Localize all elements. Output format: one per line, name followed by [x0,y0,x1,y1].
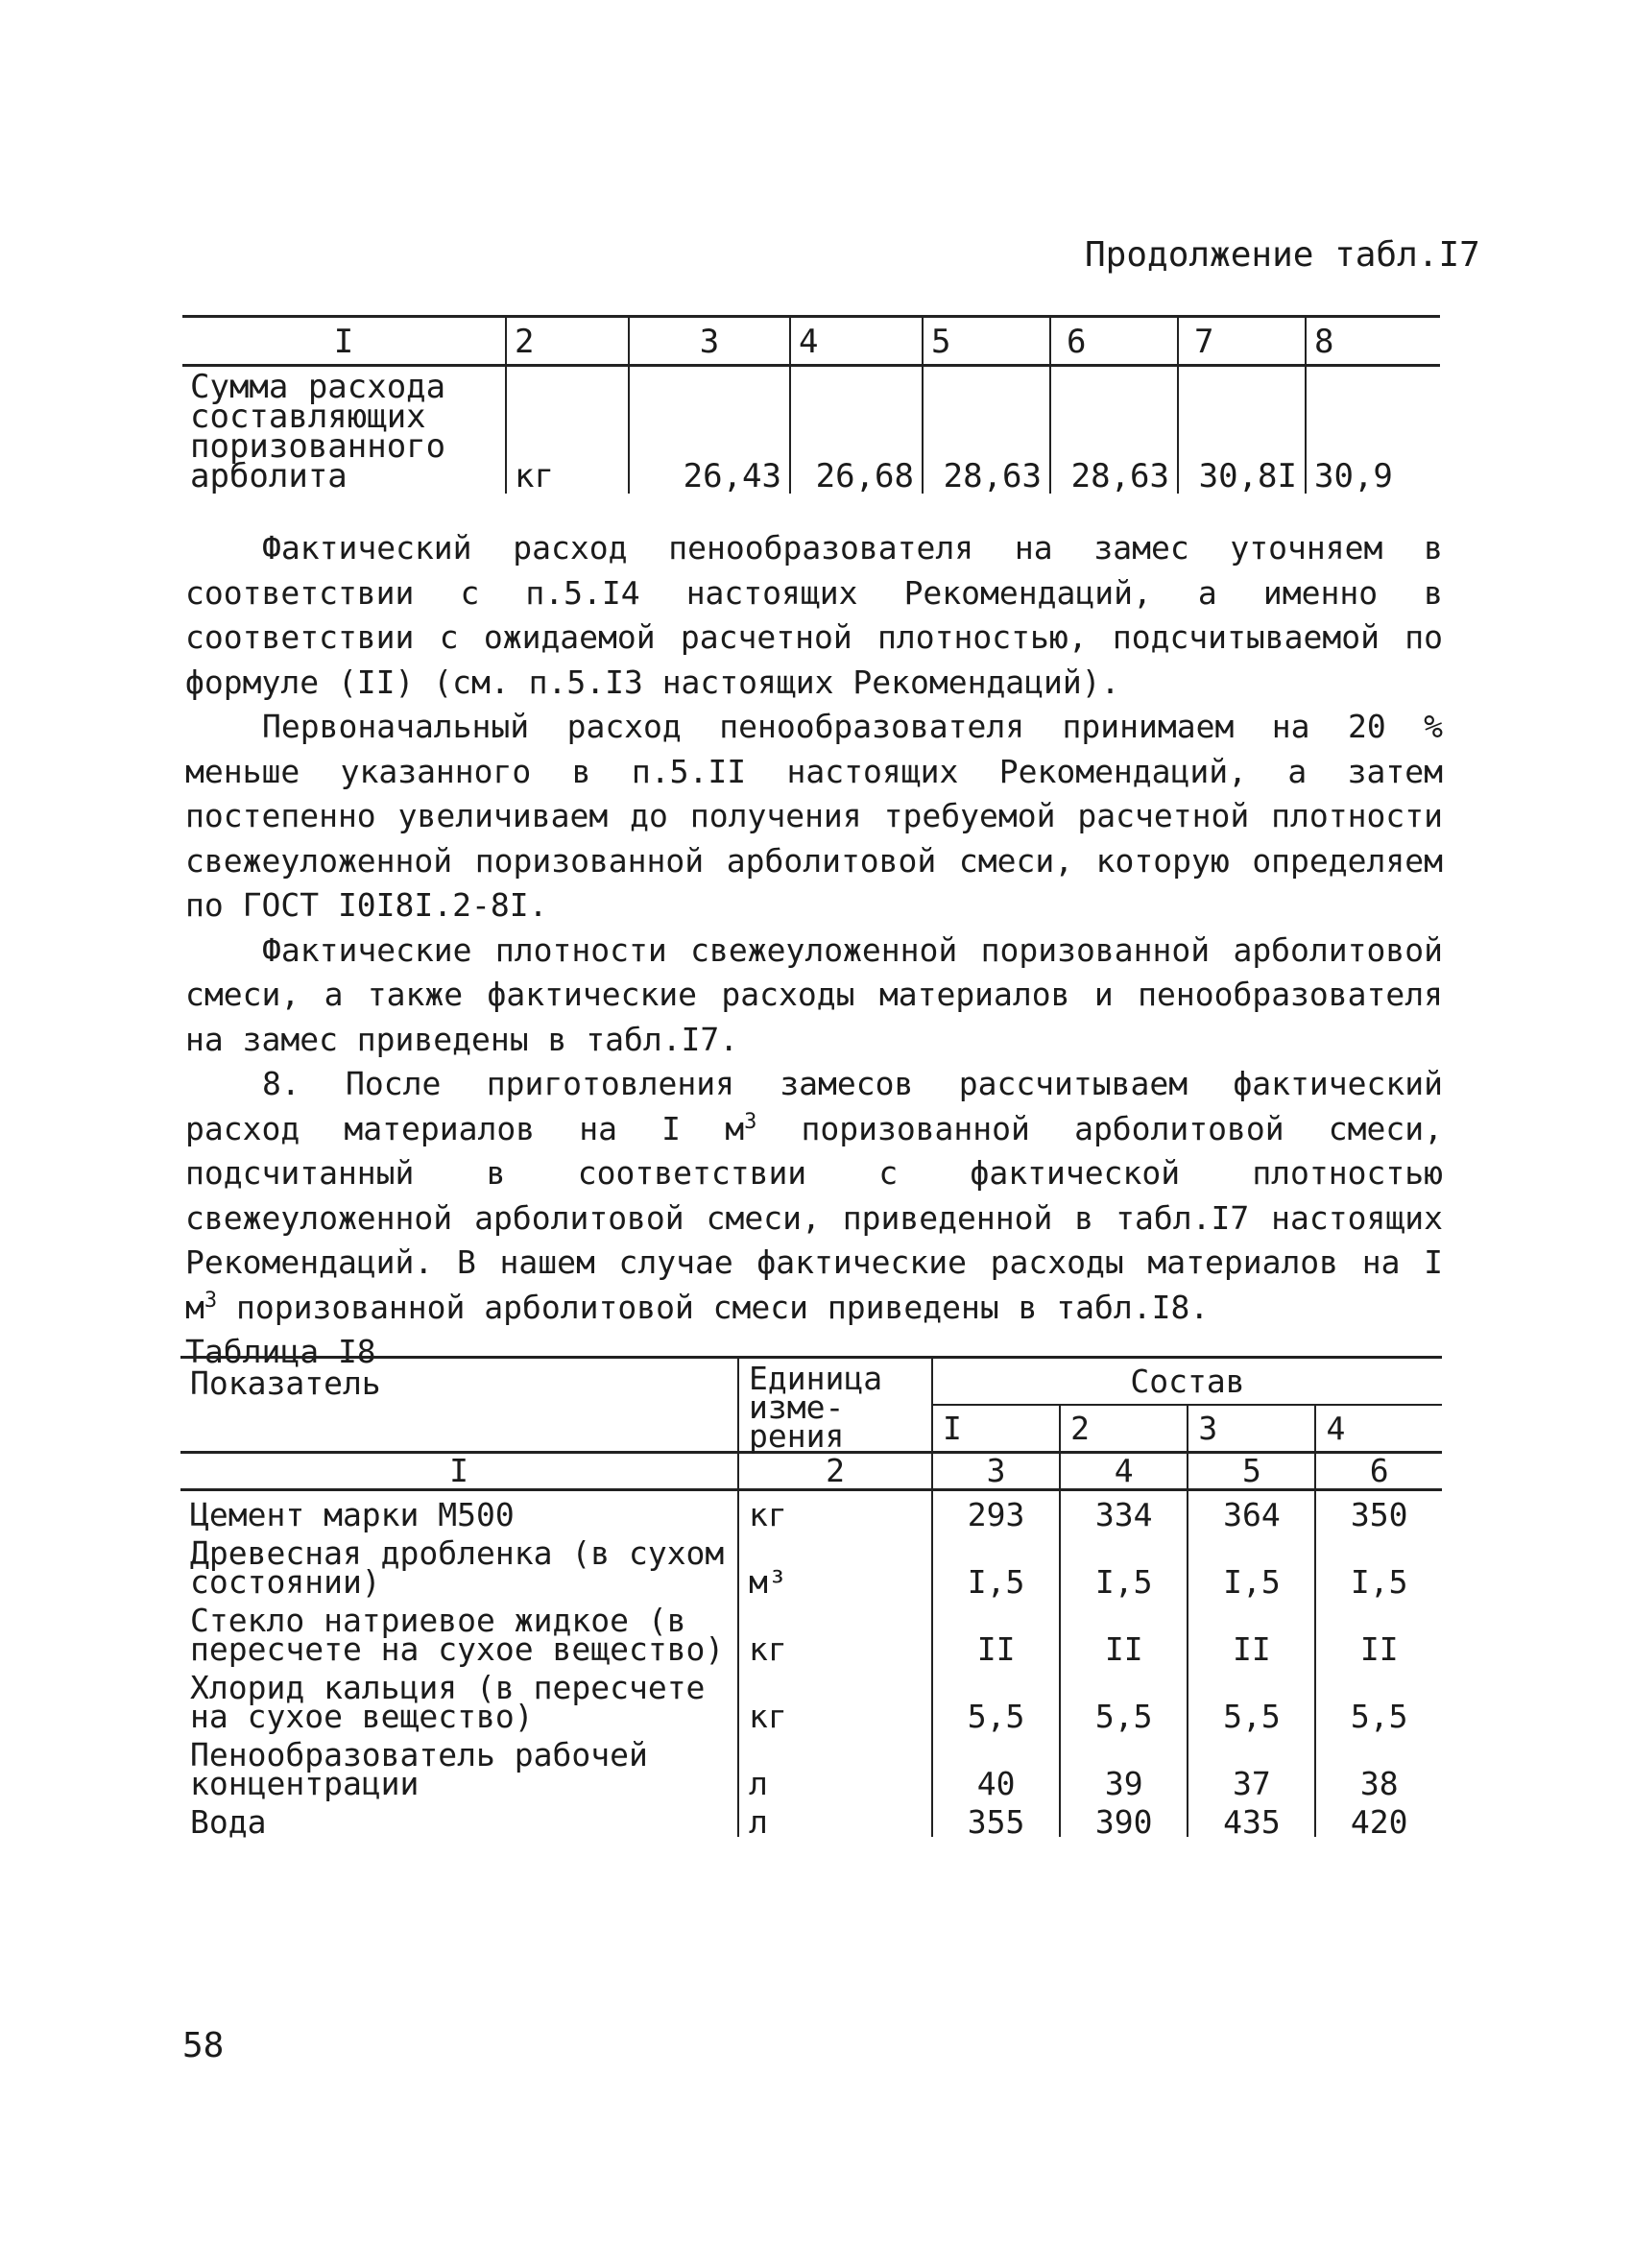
t18-row-name: Древесная дробленка (в сухом состоянии) [190,1534,725,1601]
t17-value-7: 30,8I [1178,366,1306,495]
t18-header-unit: Единица изме- рения [738,1358,932,1453]
paragraph-8 [185,1062,1443,1330]
t18-composition-1: I [932,1405,1060,1453]
page-number: 58 [182,2026,225,2065]
continuation-title: Продолжение табл.I7 [1085,235,1480,275]
superscript: 3 [204,1288,218,1313]
t18-cell: 5,5 [1315,1664,1442,1731]
t17-value-5: 28,63 [923,366,1050,495]
t18-header-composition: Состав [932,1358,1442,1406]
t18-row-name: Вода [190,1803,267,1841]
t18-colnum-6: 6 [1315,1453,1442,1490]
paragraph-8-part-3: поризованной арболитовой смеси приведены в табл.I8. [217,1288,1210,1326]
table-row [182,366,1440,495]
paragraph-8-part-1: 8. После приготовления замесов рассчитываем фактический расход материалов на I м [185,1065,1443,1147]
table-row [180,1798,1442,1837]
t18-cell: I,5 [1060,1530,1188,1597]
t18-colnum-4: 4 [1060,1453,1188,1490]
t18-composition-3: 3 [1188,1405,1315,1453]
table-row [180,1530,1442,1597]
t18-cell: I,5 [932,1530,1060,1597]
t18-cell: 5,5 [1060,1664,1188,1731]
paragraph: Фактические плотности свежеуложенной поризованной арболитовой смеси, а также фактические расходы материалов и пенообразователя на замес приведены в табл.I7. [185,930,1443,1058]
table-17-continuation [182,315,1440,494]
t17-col-3: 3 [629,317,790,366]
t18-colnum-5: 5 [1188,1453,1315,1490]
t17-unit: кг [506,366,629,495]
t18-cell: 355 [932,1798,1060,1837]
body-text [185,526,1443,1375]
t18-row-unit: м³ [738,1530,932,1597]
paragraph-8-part-2: поризованной арболитовой смеси, подсчитанный в соответствии с фактической плотностью свежеуложенной арболитовой смеси, приведенной в табл.I7 настоящих Рекомендаций. В нашем случае фактические расходы материалов на I м [185,1109,1444,1326]
paragraph: Первоначальный расход пенообразователя принимаем на 20 % меньше указанного в п.5.II настоящих Рекомендаций, а затем постепенно увеличиваем до получения требуемой расчетной плотности свежеуложенной поризованной арболитовой смеси, которую определяем по ГОСТ I0I8I.2-8I. [185,708,1443,924]
superscript: 3 [744,1109,757,1134]
t17-value-4: 26,68 [790,366,923,495]
table-18 [180,1356,1442,1841]
t18-cell: 420 [1315,1798,1442,1837]
t18-row-unit: кг [738,1490,932,1531]
t18-row-name: Пенообразователь рабочей концентрации [190,1736,648,1802]
t18-row-unit: кг [738,1597,932,1664]
t17-value-8: 30,9 [1306,366,1440,495]
t18-colnum-1: I [180,1453,738,1490]
t18-cell: 39 [1060,1731,1188,1798]
table-row [180,1731,1442,1798]
t18-cell: II [1188,1597,1315,1664]
t18-cell: II [1315,1597,1442,1664]
t18-cell: 435 [1188,1798,1315,1837]
t18-composition-4: 4 [1315,1405,1442,1453]
t18-cell: II [932,1597,1060,1664]
t18-cell: 37 [1188,1731,1315,1798]
t18-cell: I,5 [1188,1530,1315,1597]
t17-row-label: Сумма расхода составляющих поризованного арболита [190,368,446,495]
table-18-caption: Таблица I8 [185,1333,376,1370]
t18-row-unit: кг [738,1664,932,1731]
t18-header-indicator: Показатель [180,1358,738,1453]
t18-cell: 38 [1315,1731,1442,1798]
t17-value-6: 28,63 [1050,366,1178,495]
paragraph: Фактический расход пенообразователя на замес уточняем в соответствии с п.5.I4 настоящих Рекомендаций, а именно в соответствии с ожидаемой расчетной плотностью, подсчитываемой по формуле (II) (см. п.5.I3 настоящих Рекомендаций). [185,529,1443,701]
t18-cell: 293 [932,1490,1060,1531]
t18-colnum-3: 3 [932,1453,1060,1490]
t17-col-2: 2 [506,317,629,366]
t18-cell: 5,5 [1188,1664,1315,1731]
t18-row-name: Хлорид кальция (в пересчете на сухое вещество) [190,1669,706,1735]
t17-col-8: 8 [1306,317,1440,366]
t17-col-4: 4 [790,317,923,366]
t18-row-unit: л [738,1798,932,1837]
t17-col-6: 6 [1050,317,1178,366]
t18-cell: 390 [1060,1798,1188,1837]
t18-row-name: Цемент марки М500 [190,1496,515,1533]
t18-cell: 5,5 [932,1664,1060,1731]
t18-cell: 40 [932,1731,1060,1798]
t18-cell: I,5 [1315,1530,1442,1597]
t18-cell: 350 [1315,1490,1442,1531]
t17-col-7: 7 [1178,317,1306,366]
t18-cell: 334 [1060,1490,1188,1531]
t18-row-name: Стекло натриевое жидкое (в пересчете на сухое вещество) [190,1602,725,1668]
table-row [180,1597,1442,1664]
t17-col-5: 5 [923,317,1050,366]
table-row [180,1490,1442,1531]
t18-row-unit: л [738,1731,932,1798]
t18-composition-2: 2 [1060,1405,1188,1453]
t17-col-1: I [182,317,506,366]
table-row [180,1664,1442,1731]
t18-colnum-2: 2 [738,1453,932,1490]
t18-cell: II [1060,1597,1188,1664]
t17-value-3: 26,43 [629,366,790,495]
t18-cell: 364 [1188,1490,1315,1531]
